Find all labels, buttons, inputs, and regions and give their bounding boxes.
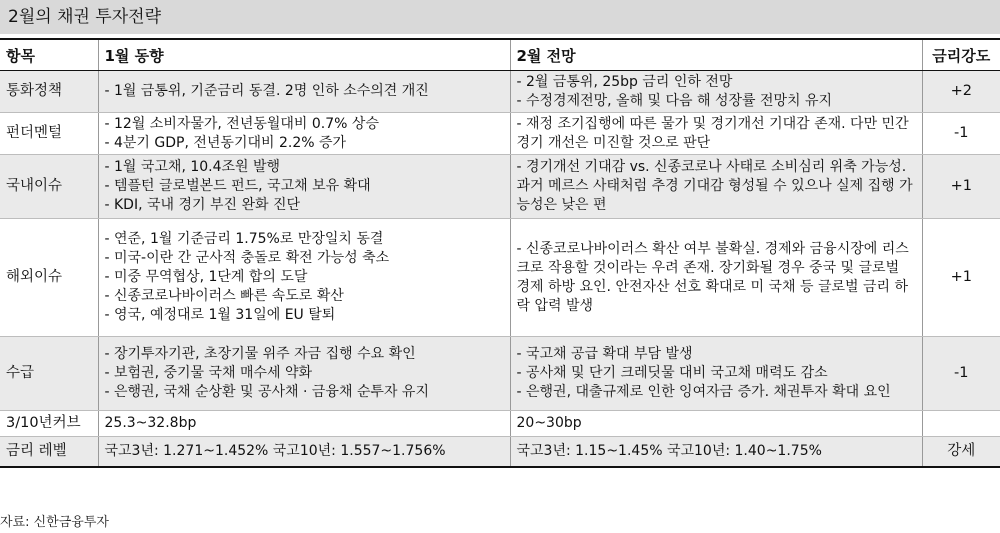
page-title: 2월의 채권 투자전략	[0, 0, 1000, 34]
row-item-label: 수급	[0, 337, 98, 411]
jan-trend-line: - 템플턴 글로벌본드 펀드, 국고채 보유 확대	[104, 178, 371, 194]
rate-strength-value	[922, 411, 1000, 437]
table-row	[0, 437, 1000, 467]
jan-trend-line: - 4분기 GDP, 전년동기대비 2.2% 증가	[104, 134, 347, 151]
feb-outlook-line: 20~30bp	[516, 415, 582, 431]
table-header-row	[0, 39, 1000, 71]
table-row	[0, 411, 1000, 437]
jan-trend-cell	[98, 113, 510, 155]
feb-outlook-line: - 경기개선 기대감 vs. 신종코로나 사태로 소비심리 위축 가능성. 과거 메르스 사태처럼 추경 기대감 형성될 수 있으나 실제 집행 가능성은 낮은 편	[516, 159, 913, 213]
jan-trend-cell	[98, 219, 510, 337]
jan-trend-line: - 장기투자기관, 초장기물 위주 자금 집행 수요 확인	[104, 346, 416, 362]
feb-outlook-line: - 2월 금통위, 25bp 금리 인하 전망	[516, 73, 733, 90]
jan-trend-line: 국고3년: 1.271~1.452% 국고10년: 1.557~1.756%	[104, 442, 446, 459]
feb-outlook-line: - 국고채 공급 확대 부담 발생	[516, 346, 693, 362]
rate-strength-value: -1	[922, 113, 1000, 155]
jan-trend-cell	[98, 71, 510, 113]
header-feb-outlook: 2월 전망	[510, 39, 922, 71]
rate-strength-value: +2	[922, 71, 1000, 113]
table-row	[0, 113, 1000, 155]
feb-outlook-cell	[510, 113, 922, 155]
rate-strength-value: -1	[922, 337, 1000, 411]
jan-trend-cell	[98, 411, 510, 437]
row-item-label: 국내이슈	[0, 155, 98, 219]
feb-outlook-line: 국고3년: 1.15~1.45% 국고10년: 1.40~1.75%	[516, 442, 822, 459]
feb-outlook-cell	[510, 71, 922, 113]
feb-outlook-line: - 신종코로나바이러스 확산 여부 불확실. 경제와 금융시장에 리스크로 작용할 것이라는 우려 존재. 장기화될 경우 중국 및 글로벌 경제 하방 요인. 안전자산 선호 확대로 미 국채 등 글로벌 금리 하락 압력 발생	[516, 240, 909, 314]
table-row	[0, 219, 1000, 337]
jan-trend-line: - 미국-이란 간 군사적 충돌로 확전 가능성 축소	[104, 250, 390, 266]
rate-strength-value: +1	[922, 219, 1000, 337]
jan-trend-line: - 은행권, 국채 순상환 및 공사채 · 금융채 순투자 유지	[104, 384, 429, 400]
jan-trend-cell	[98, 337, 510, 411]
feb-outlook-line: - 재정 조기집행에 따른 물가 및 경기개선 기대감 존재. 다만 민간경기 개선은 미진할 것으로 판단	[516, 115, 909, 151]
feb-outlook-cell	[510, 437, 922, 467]
jan-trend-line: - 1월 금통위, 기준금리 동결. 2명 인하 소수의견 개진	[104, 83, 429, 99]
header-rate-strength: 금리강도	[922, 39, 1000, 71]
row-item-label: 금리 레벨	[0, 437, 98, 467]
rate-strength-value: +1	[922, 155, 1000, 219]
rate-strength-value: 강세	[922, 437, 1000, 467]
jan-trend-line: - KDI, 국내 경기 부진 완화 진단	[104, 197, 301, 213]
feb-outlook-cell	[510, 219, 922, 337]
feb-outlook-line: - 수정경제전망, 올해 및 다음 해 성장률 전망치 유지	[516, 92, 833, 109]
jan-trend-line: 25.3~32.8bp	[104, 415, 197, 431]
jan-trend-line: - 신종코로나바이러스 빠른 속도로 확산	[104, 288, 344, 304]
jan-trend-line: - 보험권, 중기물 국채 매수세 약화	[104, 365, 313, 381]
jan-trend-line: - 연준, 1월 기준금리 1.75%로 만장일치 동결	[104, 231, 384, 247]
feb-outlook-cell	[510, 411, 922, 437]
jan-trend-cell	[98, 437, 510, 467]
feb-outlook-cell	[510, 155, 922, 219]
jan-trend-line: - 1월 국고채, 10.4조원 발행	[104, 159, 281, 175]
table-row	[0, 71, 1000, 113]
row-item-label: 해외이슈	[0, 219, 98, 337]
feb-outlook-line: - 공사채 및 단기 크레딧물 대비 국고채 매력도 감소	[516, 365, 828, 381]
jan-trend-line: - 12월 소비자물가, 전년동월대비 0.7% 상승	[104, 115, 379, 132]
jan-trend-line: - 영국, 예정대로 1월 31일에 EU 탈퇴	[104, 307, 336, 323]
table-row	[0, 155, 1000, 219]
jan-trend-line: - 미중 무역협상, 1단계 합의 도달	[104, 269, 308, 285]
table-row	[0, 337, 1000, 411]
header-jan-trend: 1월 동향	[98, 39, 510, 71]
strategy-table	[0, 38, 1000, 468]
feb-outlook-cell	[510, 337, 922, 411]
header-item: 항목	[0, 39, 98, 71]
row-item-label: 통화정책	[0, 71, 98, 113]
jan-trend-cell	[98, 155, 510, 219]
row-item-label: 펀더멘털	[0, 113, 98, 155]
source-note: 자료: 신한금융투자	[0, 515, 109, 530]
row-item-label: 3/10년커브	[0, 411, 98, 437]
feb-outlook-line: - 은행권, 대출규제로 인한 잉여자금 증가. 채권투자 확대 요인	[516, 384, 891, 400]
